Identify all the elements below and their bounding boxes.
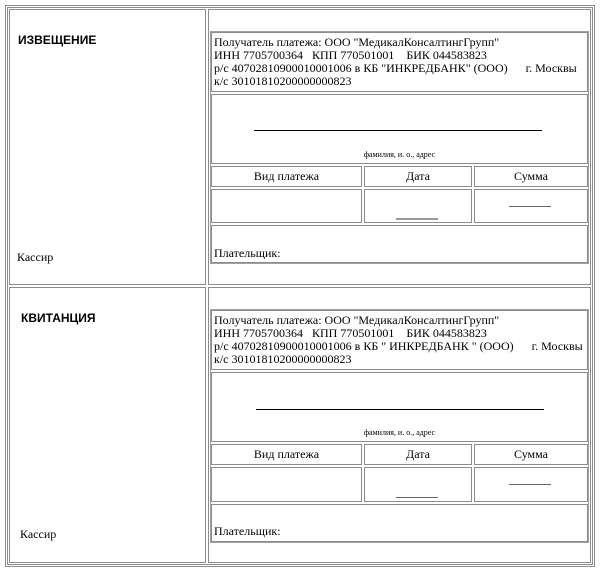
- receipt-header-date-label: Дата: [406, 447, 430, 461]
- notice-amount-underline: [509, 206, 551, 207]
- notice-cashier-label: Кассир: [17, 250, 54, 264]
- notice-header-amount-label: Сумма: [514, 169, 548, 183]
- receipt-payer-label: Плательщик:: [214, 524, 281, 538]
- notice-value-payment-type[interactable]: [211, 189, 362, 223]
- receipt-name-caption: фамилия, и. о., адрес: [363, 428, 436, 437]
- receipt-recipient-line-4: к/с 30101810200000000823: [214, 352, 352, 366]
- receipt-amount-underline: [509, 484, 551, 485]
- notice-name-line: [254, 130, 542, 131]
- receipt-name-line: [256, 409, 544, 410]
- notice-left-panel: [9, 9, 206, 285]
- notice-recipient-line-4: к/с 30101810200000000823: [214, 74, 352, 88]
- receipt-header-amount-label: Сумма: [514, 447, 548, 461]
- notice-recipient-line-2: ИНН 7705700364 КПП 770501001 БИК 044583823: [214, 48, 487, 62]
- receipt-recipient-line-2: ИНН 7705700364 КПП 770501001 БИК 044583823: [214, 326, 487, 340]
- receipt-header-payment-type-label: Вид платежа: [253, 447, 320, 461]
- receipt-recipient-line-3: р/с 40702810900010001006 в КБ " ИНКРЕДБАНК " (ООО) г. Москвы: [214, 339, 583, 353]
- notice-header-payment-type-label: Вид платежа: [253, 169, 320, 183]
- notice-header-date-label: Дата: [406, 169, 430, 183]
- receipt-cashier-label: Кассир: [20, 527, 57, 541]
- notice-name-caption: фамилия, и. о., адрес: [363, 150, 436, 159]
- notice-title: ИЗВЕЩЕНИЕ: [18, 33, 97, 47]
- receipt-recipient-line-1: Получатель платежа: ООО "МедикалКонсалтингГрупп": [214, 313, 500, 327]
- notice-recipient-line-1: Получатель платежа: ООО "МедикалКонсалтингГрупп": [214, 35, 500, 49]
- notice-payer-label: Плательщик:: [214, 246, 281, 260]
- notice-recipient-line-3: р/с 40702810900010001006 в КБ "ИНКРЕДБАНК" (ООО) г. Москвы: [214, 61, 577, 75]
- notice-date-underline: [396, 218, 438, 220]
- receipt-date-underline: [396, 497, 438, 498]
- receipt-title: КВИТАНЦИЯ: [21, 311, 96, 325]
- receipt-left-panel: [9, 287, 206, 563]
- receipt-value-payment-type[interactable]: [211, 467, 362, 502]
